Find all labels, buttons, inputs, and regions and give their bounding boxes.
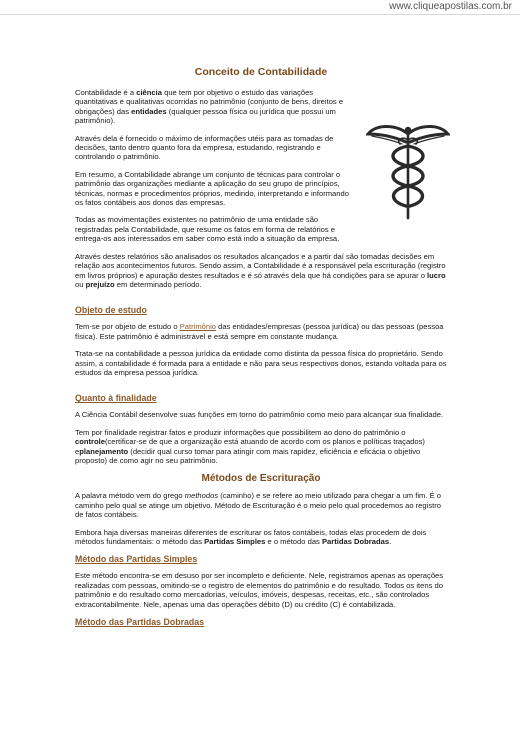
intro-paragraph-5: Através destes relatórios são analisados os resultados alcançados e a partir daí são tomadas decisões em relação aos acontecimentos futuros. Sendo assim, a Contabilidade é a responsável pela escrituração (registro em livros próprios) e apuração destes resultados e é só através dela que há condições para se apurar o lucro ou prejuízo em determinado período.: [75, 251, 446, 289]
intro-paragraph-2: Através dela é fornecido o máximo de informações utéis para as tomadas de decisões, tanto dentro quanto fora da empresa, estudando, registrando e controlando o patrimônio.: [75, 133, 334, 162]
section-heading-partidas-dobradas: Método das Partidas Dobradas: [75, 617, 205, 628]
metodos-paragraph-2: Embora haja diversas maneiras diferentes de escriturar os fatos contábeis, todas elas procedem de dois métodos fundamentais: o método das Partidas Simples e o método das Partidas Dobradas.: [75, 527, 427, 546]
section-heading-finalidade: Quanto à finalidade: [75, 393, 157, 404]
header-bar: [0, 0, 520, 15]
page-title: Conceito de Contabilidade: [194, 66, 328, 78]
objeto-paragraph-2: Trata-se na contabilidade a pessoa jurídica da entidade como distinta da pessoa física do proprietário. Sendo assim, a contabilidade é formada para a entidade e não para seus respectivos donos, estando voltada para os estudos da empresa pessoa jurídica.: [75, 349, 447, 377]
patrimonio-link[interactable]: Patrimônio: [179, 322, 216, 332]
simples-paragraph-1: Este método encontra-se em desuso por ser incompleto e deficiente. Nele, registramos apenas as operações realizadas com pessoas, omitindo-se o registro de elementos do patrimônio e do resultado. Todos os itens do patrimônio e do resultado como mercadorias, veículos, imóveis, despesas, receitas, etc., são controlados extracontabilmente. Nele, apenas uma das operações débito (D) ou crédito (C) é contabilizada.: [75, 571, 444, 609]
intro-paragraph-1: Contabilidade é a ciência que tem por objetivo o estudo das variações quantitativas e qualitativas ocorridas no patrimônio (conjunto de bens, direitos e obrigações) das entidades (qualquer pessoa física ou jurídica que possui um patrimônio).: [75, 88, 344, 126]
finalidade-paragraph-2: Tem por finalidade registrar fatos e produzir informações que possibilitem ao dono do patrimônio o controle(certificar-se de que a organização está atuando de acordo com os planos e políticas traçados) eplanejamento (decidir qual curso tomar para atingir com mais rapidez, eficiência e eficácia o objetivo proposto) de como agir no seu patrimônio.: [75, 427, 425, 465]
section-heading-metodos: Métodos de Escrituração: [201, 473, 321, 485]
intro-paragraph-3: Em resumo, a Contabilidade abrange um conjunto de técnicas para controlar o patrimônio das organizações mediante a aplicação do seu grupo de princípios, técnicas, normas e procedimentos próprios, medindo, interpretando e informando os fatos contábeis aos donos das empresas.: [75, 169, 349, 208]
metodos-paragraph-1: A palavra método vem do grego methodos (caminho) e se refere ao meio utilizado para chegar a um fim. É o caminho pelo qual se atinge um objetivo. Método de Escrituração é o meio pelo qual procedemos ao registro de fatos contábeis.: [75, 491, 441, 520]
section-heading-objeto: Objeto de estudo: [75, 305, 147, 316]
intro-paragraph-4: Todas as movimentações existentes no patrimônio de uma entidade são registradas pela Contabilidade, que resume os fatos em forma de relatórios e entrega-os aos interessados em saber como está indo a situação da empresa.: [75, 215, 340, 244]
site-url[interactable]: www.cliqueapostilas.com.br: [389, 1, 512, 12]
finalidade-paragraph-1: A Ciência Contábil desenvolve suas funções em torno do patrimônio como meio para alcançar sua finalidade.: [75, 410, 444, 420]
section-heading-partidas-simples: Método das Partidas Simples: [75, 554, 198, 565]
objeto-paragraph-1: Tem-se por objeto de estudo o Patrimônio das entidades/empresas (pessoa jurídica) ou das pessoas (pessoa física). Este patrimônio é administrável e está sempre em constante mudança.: [75, 322, 444, 341]
document-body: [75, 66, 447, 634]
